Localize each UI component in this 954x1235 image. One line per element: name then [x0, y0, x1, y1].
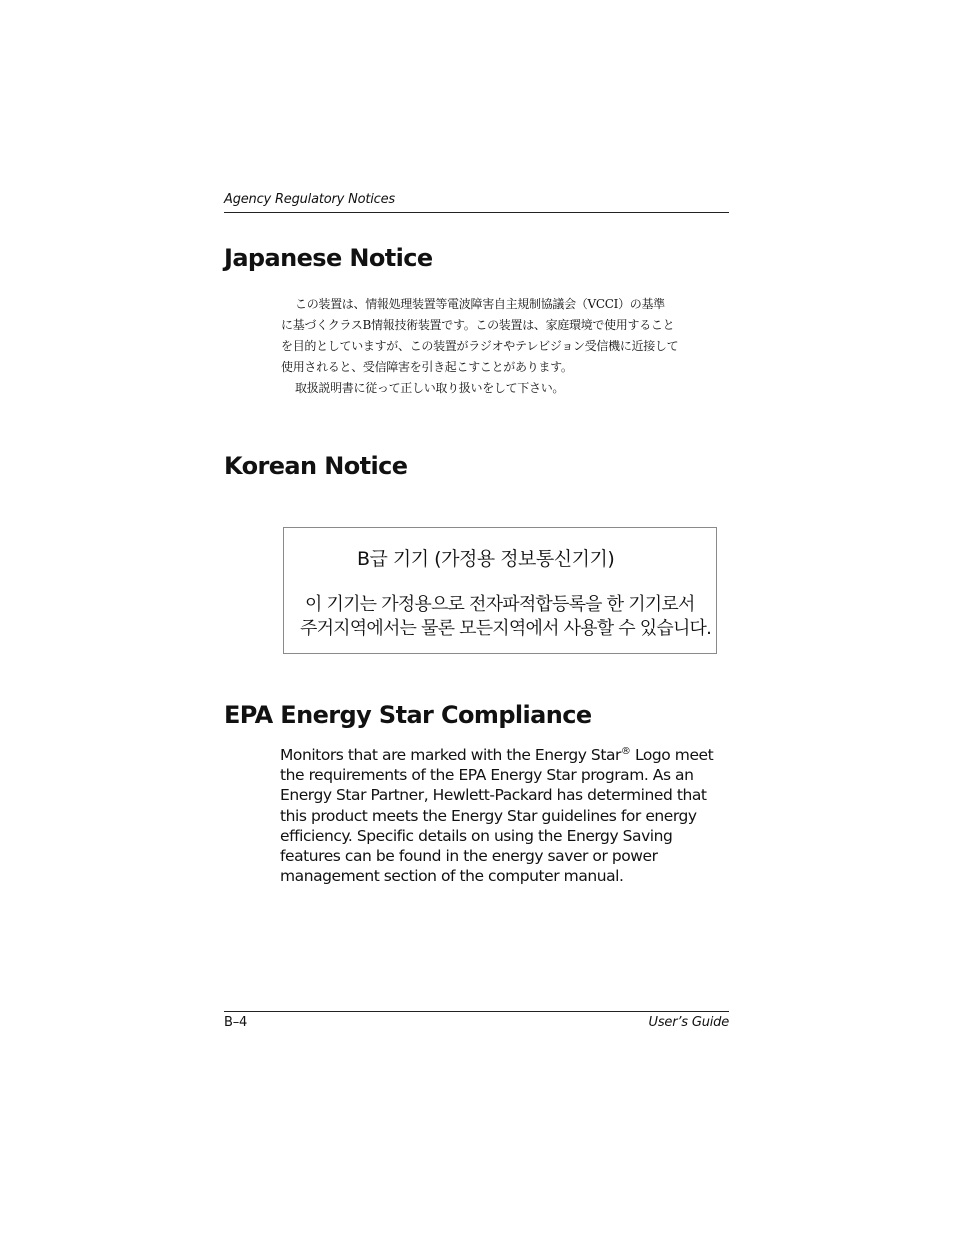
- epa-line-1-start: Monitors that are marked with the Energy Star: [280, 746, 621, 764]
- japanese-notice-text: [281, 294, 726, 399]
- japanese-notice-line: に基づくクラスB情報技術装置です。この装置は、家庭環境で使用すること: [281, 318, 675, 332]
- epa-line-1-end: Logo meet: [630, 746, 714, 764]
- korean-notice-title: B급 기기 (가정용 정보통신기기): [357, 548, 615, 570]
- korean-notice-box: [283, 527, 717, 654]
- japanese-notice-line: この装置は、情報処理装置等電波障害自主規制協議会（VCCI）の基準: [295, 297, 665, 311]
- epa-paragraph-line: features can be found in the energy saver or power: [280, 847, 658, 866]
- korean-notice-line: 주거지역에서는 물론 모든지역에서 사용할 수 있습니다.: [300, 618, 712, 639]
- japanese-notice-line: 取扱説明書に従って正しい取り扱いをして下さい。: [295, 381, 565, 395]
- korean-notice-heading: Korean Notice: [224, 452, 408, 480]
- epa-paragraph-line: efficiency. Specific details on using the Energy Saving: [280, 826, 673, 845]
- japanese-notice-line: 使用されると、受信障害を引き起こすことがあります。: [281, 360, 573, 374]
- page-number: B–4: [224, 1015, 248, 1030]
- epa-paragraph-line: the requirements of the EPA Energy Star program. As an: [280, 766, 694, 785]
- epa-compliance-heading: EPA Energy Star Compliance: [224, 701, 592, 729]
- japanese-notice-line: を目的としていますが、この装置がラジオやテレビジョン受信機に近接して: [281, 339, 679, 353]
- running-header: [224, 191, 729, 213]
- japanese-notice-heading: Japanese Notice: [224, 244, 433, 272]
- running-footer: [224, 1011, 729, 1030]
- epa-compliance-paragraph: [280, 745, 730, 886]
- epa-paragraph-line: Energy Star Partner, Hewlett-Packard has determined that: [280, 786, 707, 805]
- epa-paragraph-line: management section of the computer manual.: [280, 867, 624, 886]
- guide-title: User’s Guide: [648, 1015, 729, 1030]
- korean-notice-line: 이 기기는 가정용으로 전자파적합등록을 한 기기로서: [305, 594, 695, 615]
- epa-paragraph-line: this product meets the Energy Star guidelines for energy: [280, 806, 697, 825]
- epa-paragraph-line: [280, 745, 730, 765]
- running-header-title: Agency Regulatory Notices: [224, 192, 395, 207]
- registered-mark: ®: [620, 745, 631, 757]
